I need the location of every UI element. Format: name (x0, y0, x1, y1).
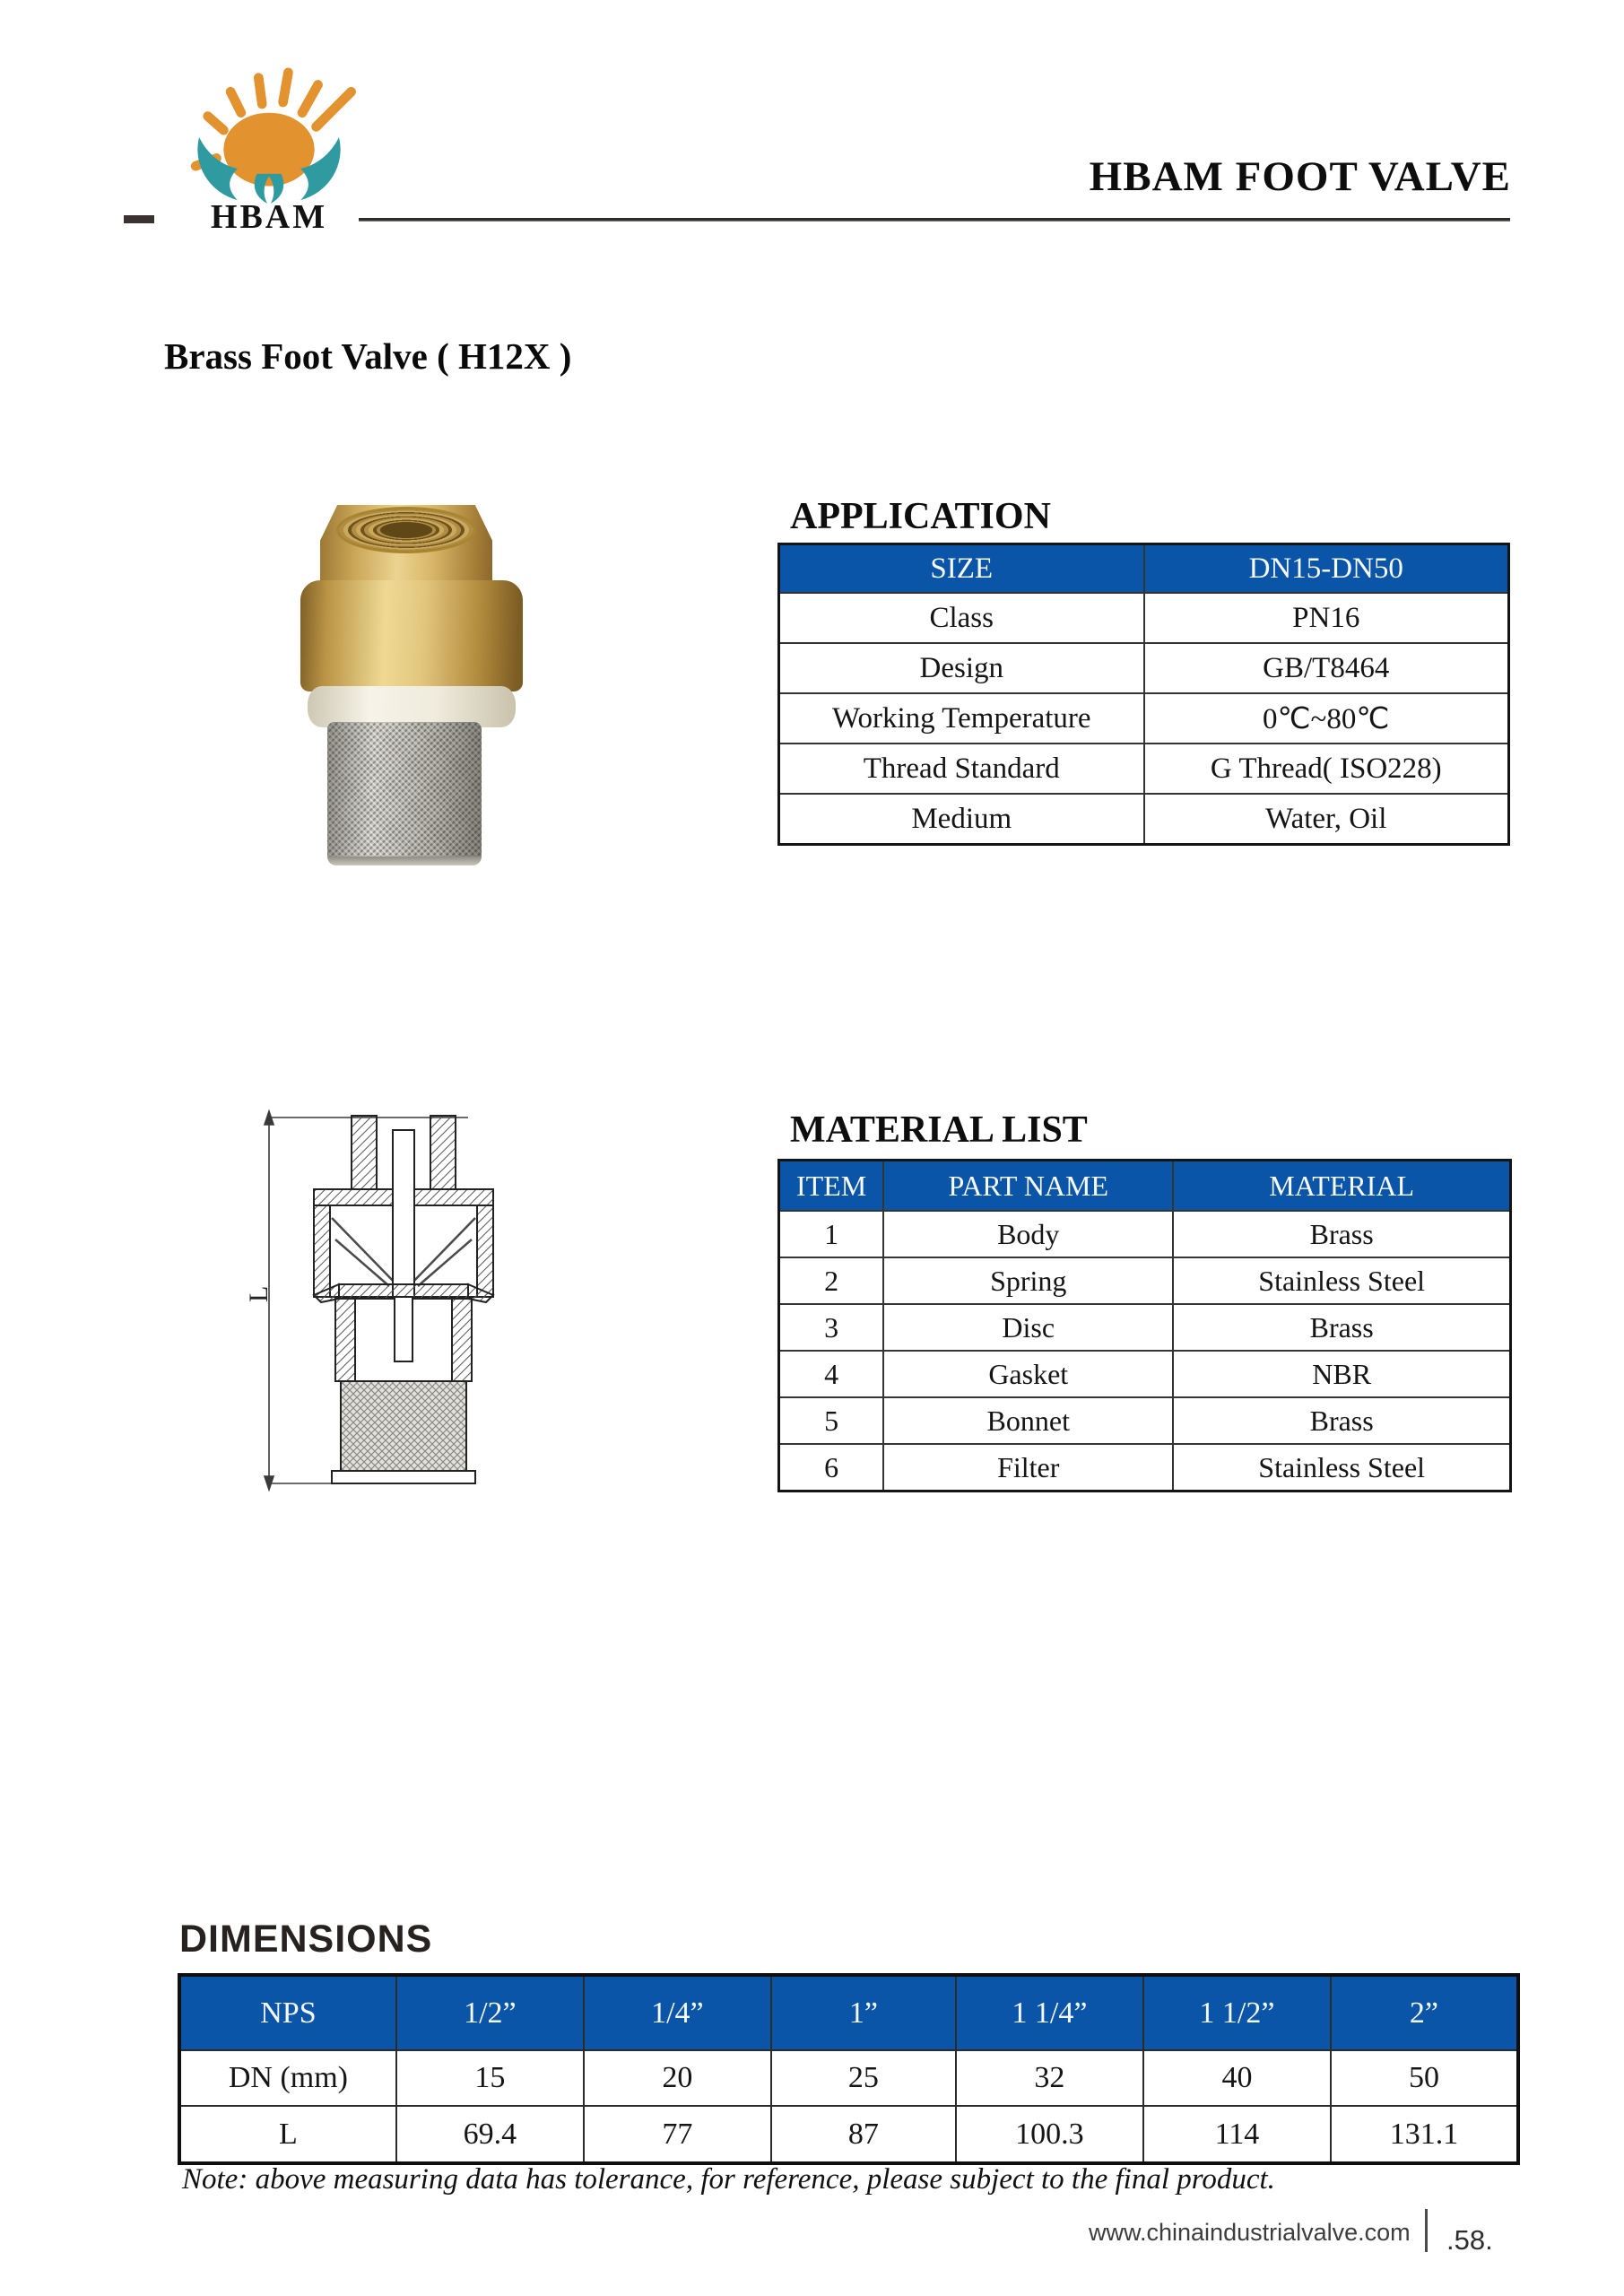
application-cell: PN16 (1144, 593, 1509, 643)
dimensions-cell: 32 (956, 2050, 1143, 2106)
material-cell: 2 (779, 1257, 884, 1304)
hbam-logo-icon (179, 34, 359, 204)
dimensions-cell: 50 (1331, 2050, 1518, 2106)
application-cell: Thread Standard (779, 744, 1144, 794)
dimensions-row-label: DN (mm) (179, 2050, 396, 2106)
application-cell: 0℃~80℃ (1144, 693, 1509, 744)
application-header-value: DN15-DN50 (1144, 544, 1509, 594)
product-photo (300, 505, 525, 868)
table-row (179, 2106, 1518, 2163)
material-cell: 6 (779, 1444, 884, 1492)
dimensions-cell: 114 (1143, 2106, 1331, 2163)
dimensions-cell: 20 (584, 2050, 771, 2106)
decorative-dash (124, 215, 154, 223)
material-cell: Stainless Steel (1173, 1257, 1510, 1304)
dimension-label: L (244, 1285, 274, 1302)
dimensions-cell: 77 (584, 2106, 771, 2163)
material-col-part: PART NAME (883, 1161, 1173, 1212)
valve-threaded-bore (336, 507, 476, 553)
table-row (179, 1975, 1518, 2050)
dimensions-cell: 131.1 (1331, 2106, 1518, 2163)
material-cell: Brass (1173, 1211, 1510, 1257)
material-cell: Disc (883, 1304, 1173, 1351)
table-row (779, 1351, 1511, 1397)
valve-filter-screen (327, 722, 482, 865)
product-title: Brass Foot Valve ( H12X ) (164, 335, 572, 377)
dimensions-col-size: 1 1/2” (1143, 1975, 1331, 2050)
application-heading: APPLICATION (790, 496, 1051, 537)
dimensions-cell: 69.4 (396, 2106, 584, 2163)
material-col-material: MATERIAL (1173, 1161, 1510, 1212)
table-row (779, 1397, 1511, 1444)
application-cell: Medium (779, 794, 1144, 845)
dimensions-heading: DIMENSIONS (179, 1918, 433, 1961)
material-cell: 4 (779, 1351, 884, 1397)
material-cell: Gasket (883, 1351, 1173, 1397)
tolerance-note: Note: above measuring data has tolerance, for reference, please subject to the final product. (182, 2163, 1275, 2196)
brand-name: HBAM (210, 198, 328, 236)
dimensions-cell: 87 (771, 2106, 956, 2163)
material-cell: Brass (1173, 1304, 1510, 1351)
dimensions-cell: 15 (396, 2050, 584, 2106)
application-cell: Water, Oil (1144, 794, 1509, 845)
material-cell: NBR (1173, 1351, 1510, 1397)
table-row (779, 693, 1509, 744)
table-row (779, 1211, 1511, 1257)
material-cell: 5 (779, 1397, 884, 1444)
material-cell: Brass (1173, 1397, 1510, 1444)
dimensions-col-size: 2” (1331, 1975, 1518, 2050)
page-title: HBAM FOOT VALVE (1089, 153, 1511, 200)
material-list-heading: MATERIAL LIST (790, 1109, 1088, 1151)
table-row (779, 794, 1509, 845)
page-number: .58. (1446, 2224, 1493, 2256)
application-cell: G Thread( ISO228) (1144, 744, 1509, 794)
material-cell: 1 (779, 1211, 884, 1257)
material-cell: Filter (883, 1444, 1173, 1492)
dimensions-col-size: 1 1/4” (956, 1975, 1143, 2050)
dimensions-row-label: L (179, 2106, 396, 2163)
material-cell: 3 (779, 1304, 884, 1351)
table-row (779, 1257, 1511, 1304)
footer-website: www.chinaindustrialvalve.com (1089, 2219, 1411, 2246)
application-cell: Working Temperature (779, 693, 1144, 744)
table-row (779, 544, 1509, 594)
table-row (779, 1444, 1511, 1492)
application-cell: Class (779, 593, 1144, 643)
valve-section (314, 1116, 493, 1483)
dimensions-col-size: 1” (771, 1975, 956, 2050)
application-cell: Design (779, 643, 1144, 693)
valve-brass-body (300, 580, 523, 691)
dimensions-col-nps: NPS (179, 1975, 396, 2050)
application-header-label: SIZE (779, 544, 1144, 594)
material-cell: Stainless Steel (1173, 1444, 1510, 1492)
material-cell: Body (883, 1211, 1173, 1257)
application-cell: GB/T8464 (1144, 643, 1509, 693)
application-table (777, 543, 1510, 846)
material-cell: Bonnet (883, 1397, 1173, 1444)
table-row (779, 643, 1509, 693)
header-divider (359, 218, 1510, 222)
dimensions-col-size: 1/4” (584, 1975, 771, 2050)
table-row (179, 2050, 1518, 2106)
material-table (777, 1159, 1512, 1492)
table-row (779, 744, 1509, 794)
dimensions-col-size: 1/2” (396, 1975, 584, 2050)
table-row (779, 1304, 1511, 1351)
technical-drawing (242, 1103, 543, 1498)
material-col-item: ITEM (779, 1161, 884, 1212)
table-row (779, 593, 1509, 643)
dimensions-table (178, 1973, 1520, 2165)
dimensions-cell: 25 (771, 2050, 956, 2106)
dimensions-cell: 40 (1143, 2050, 1331, 2106)
dimensions-cell: 100.3 (956, 2106, 1143, 2163)
footer-divider (1425, 2209, 1428, 2252)
table-row (779, 1161, 1511, 1212)
material-cell: Spring (883, 1257, 1173, 1304)
